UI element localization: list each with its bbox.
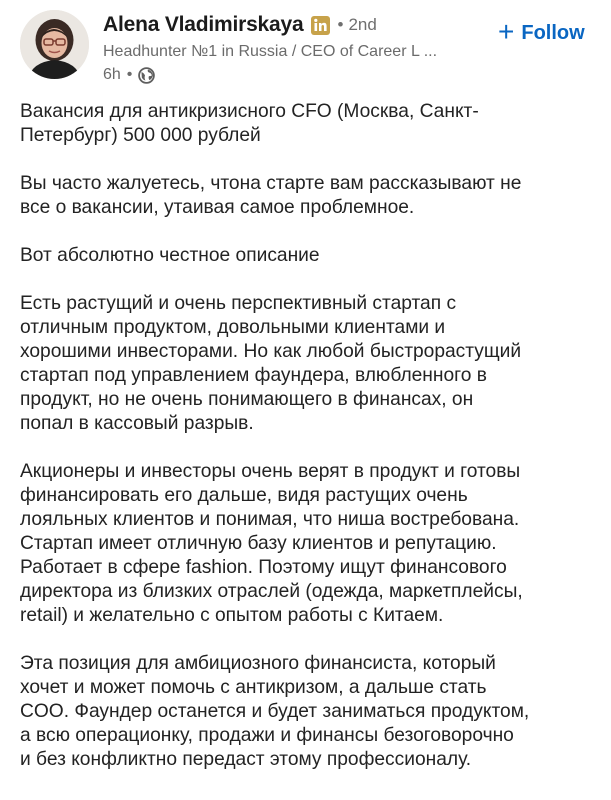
globe-icon — [138, 67, 155, 84]
author-headline: Headhunter №1 in Russia / CEO of Career L ... — [103, 43, 438, 60]
plus-icon: + — [498, 16, 515, 47]
post-time-row — [103, 64, 483, 86]
post-paragraph: Вы часто жалуетесь, чтона старте вам рассказывают не все о вакансии, утаивая самое проблемное. — [20, 173, 522, 218]
post-paragraph: Акционеры и инвесторы очень верят в продукт и готовы финансировать его дальше, видя растущих очень лояльных клиентов и понимая, что ниша востребована. Стартап имеет отличную базу клиентов и репутацию. Работает в сфере fashion. Поэтому ищут финансового директора из близких отраслей (одежда, маркетплейсы, retail) и желательно с опытом работы с Китаем. — [20, 461, 523, 626]
post-paragraph: Вакансия для антикризисного CFO (Москва, Санкт- Петербург) 500 000 рублей — [20, 101, 479, 146]
post-time: 6h — [103, 66, 121, 83]
author-meta — [103, 12, 483, 86]
author-name[interactable]: Alena Vladimirskaya — [103, 13, 304, 36]
separator-dot: • — [337, 15, 344, 34]
post-paragraph: Эта позиция для амбициозного финансиста, который хочет и может помочь с антикризом, а дальше стать COO. Фаундер останется и будет заниматься продуктом, а всю операционку, продажи и финансы безоговорочно и без конфликтно передаст этому профессионалу. — [20, 653, 530, 770]
follow-button[interactable] — [498, 18, 585, 48]
separator-dot: • — [126, 66, 133, 83]
avatar-portrait — [20, 10, 89, 79]
connection-degree: 2nd — [348, 15, 377, 34]
post-body — [20, 100, 600, 796]
post-paragraph: Есть растущий и очень перспективный стартап с отличным продуктом, довольными клиентами и хорошими инвесторами. Но как любой быстрорастущий стартап под управлением фаундера, влюбленного в продукт, но не очень понимающего в финансах, он попал в кассовый разрыв. — [20, 293, 522, 434]
avatar[interactable] — [20, 10, 89, 79]
post-paragraph: Вот абсолютно честное описание — [20, 245, 320, 266]
linkedin-premium-icon — [311, 16, 330, 35]
post-header — [0, 0, 611, 90]
follow-label: Follow — [521, 21, 585, 44]
author-name-row — [103, 12, 483, 38]
